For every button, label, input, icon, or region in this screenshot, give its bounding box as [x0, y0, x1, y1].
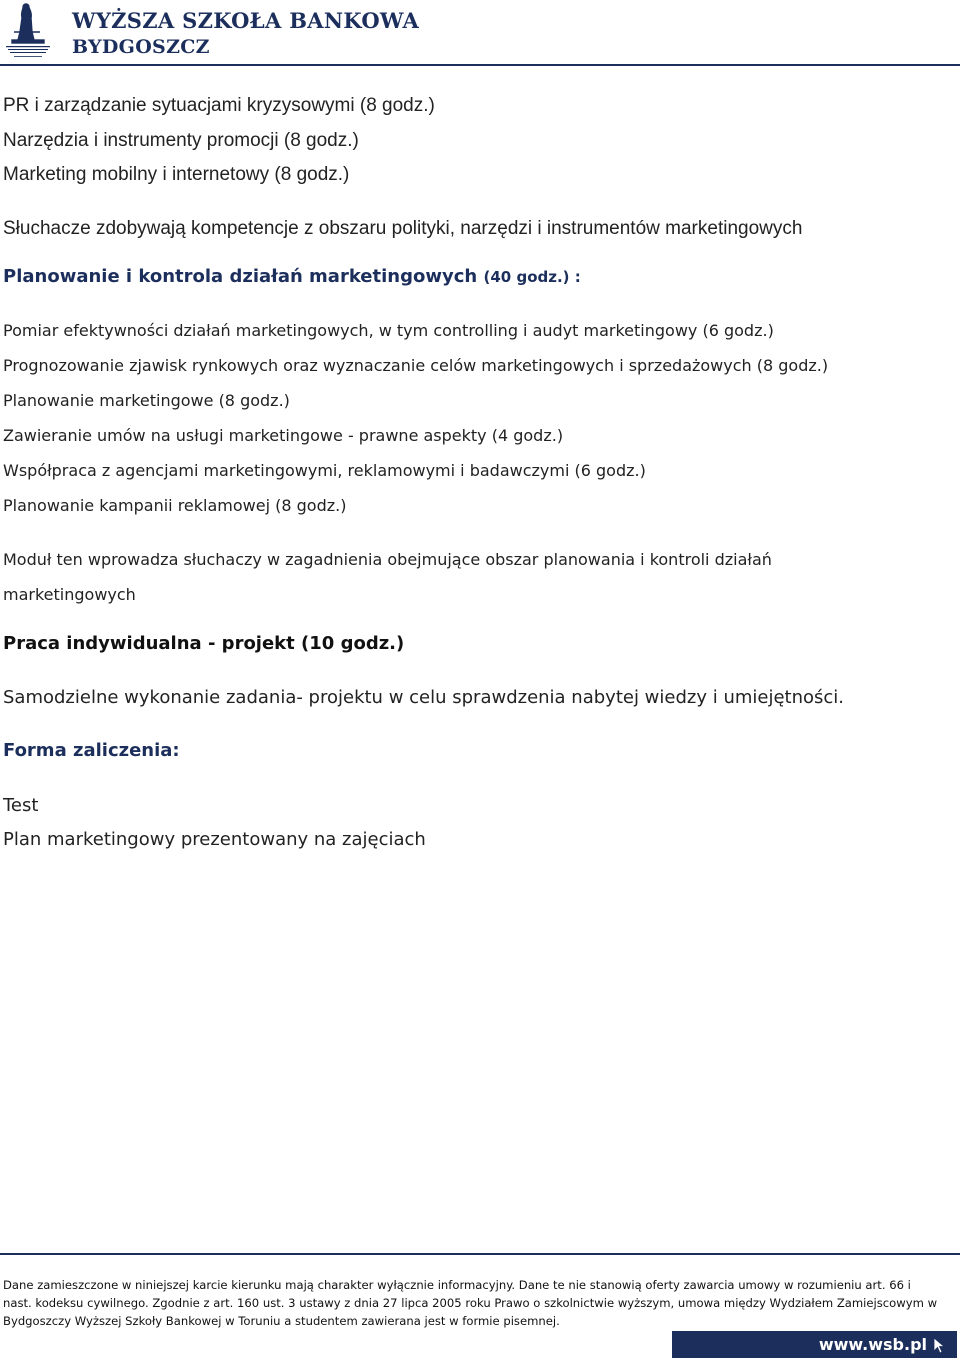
university-emblem-icon [4, 2, 52, 60]
list-item: Marketing mobilny i internetowy (8 godz.) [3, 164, 350, 185]
section-heading-planning [3, 268, 581, 286]
section-summary-line: Moduł ten wprowadza słuchaczy w zagadnienia obejmujące obszar planowania i kontroli działań [3, 550, 772, 569]
footer-disclaimer: Dane zamieszczone w niniejszej karcie kierunku mają charakter wyłącznie informacyjny. Dane te nie stanowią oferty zawarcia umowy w rozumieniu art. 66 i nast. kodeksu cywilnego. Zgodnie z art. 160 ust. 3 ustawy z dnia 27 lipca 2005 roku Prawo o szkolnictwie wyższym, umowa między Wydziałem Zamiejscowym w Bydgoszczy Wyższej Szkoły Bankowej w Toruniu a studentem zawierana jest w formie pisemnej. [3, 1278, 938, 1328]
section-summary-line: marketingowych [3, 585, 136, 604]
section-hours: (40 godz.) : [483, 268, 581, 286]
list-item: Pomiar efektywności działań marketingowych, w tym controlling i audyt marketingowy (6 godz.) [3, 321, 774, 340]
footer-link-badge[interactable] [672, 1331, 957, 1358]
website-link[interactable]: www.wsb.pl [818, 1335, 927, 1354]
project-description: Samodzielne wykonanie zadania- projektu w celu sprawdzenia nabytej wiedzy i umiejętności. [3, 687, 845, 708]
list-item: Planowanie marketingowe (8 godz.) [3, 391, 290, 410]
section-heading-project: Praca indywidualna - projekt (10 godz.) [3, 633, 405, 654]
page-header [0, 0, 960, 66]
list-item: Plan marketingowy prezentowany na zajęciach [3, 829, 426, 850]
list-item: Narzędzia i instrumenty promocji (8 godz.) [3, 130, 359, 151]
list-item: PR i zarządzanie sytuacjami kryzysowymi (8 godz.) [3, 95, 435, 116]
intro-summary: Słuchacze zdobywają kompetencje z obszaru polityki, narzędzi i instrumentów marketingowych [3, 218, 803, 239]
footer-divider [0, 1253, 960, 1255]
list-item: Planowanie kampanii reklamowej (8 godz.) [3, 496, 347, 515]
list-item: Współpraca z agencjami marketingowymi, reklamowymi i badawczymi (6 godz.) [3, 461, 646, 480]
section-heading-assessment: Forma zaliczenia: [3, 740, 180, 761]
institution-name: WYŻSZA SZKOŁA BANKOWA [72, 8, 420, 33]
list-item: Zawieranie umów na usługi marketingowe - prawne aspekty (4 godz.) [3, 426, 564, 445]
institution-city: BYDGOSZCZ [72, 36, 210, 58]
list-item: Test [3, 795, 39, 816]
section-title: Planowanie i kontrola działań marketingowych [3, 266, 478, 287]
list-item: Prognozowanie zjawisk rynkowych oraz wyznaczanie celów marketingowych i sprzedażowych (8 godz.) [3, 356, 829, 375]
header-divider [0, 64, 960, 66]
cursor-arrow-icon [933, 1337, 947, 1354]
